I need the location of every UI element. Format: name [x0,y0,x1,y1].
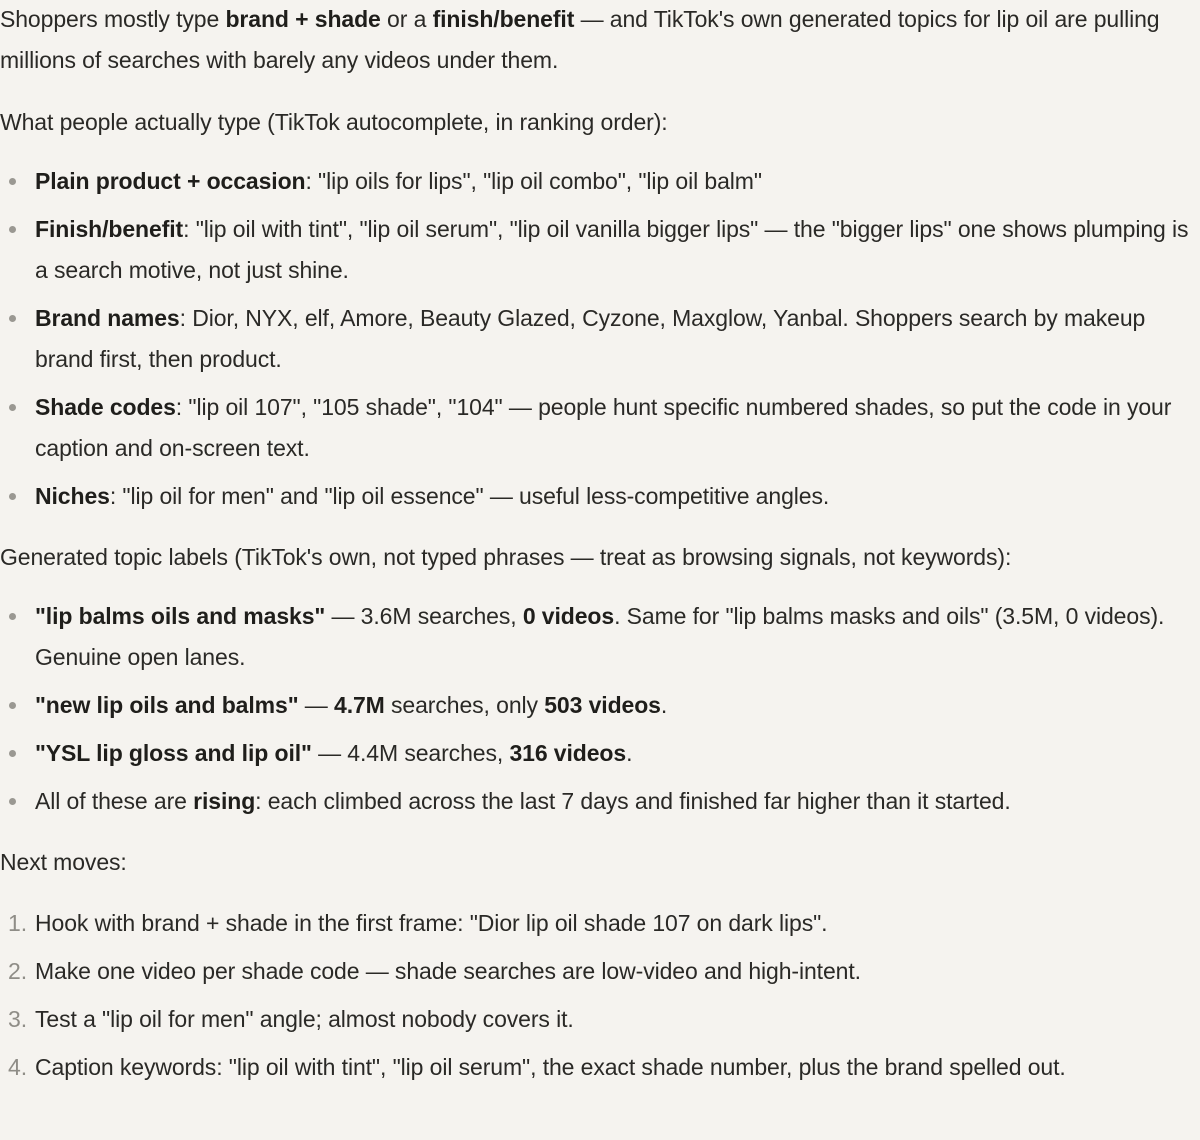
list-item [0,781,1200,822]
topic-text: : each climbed across the last 7 days and finished far higher than it started. [255,788,1011,814]
numbered-item [0,903,1200,944]
topic-text: — 3.6M searches, [325,603,523,629]
intro-bold-brand-shade: brand + shade [225,6,381,32]
item-number: 4. [8,1054,27,1080]
list-item [0,387,1200,469]
typed-heading: What people actually type (TikTok autocomplete, in ranking order): [0,109,668,135]
item-number: 3. [8,1006,27,1032]
next-heading: Next moves: [0,849,127,875]
topic-text: — [298,692,334,718]
topic-text: searches, only [384,692,545,718]
topic-videos: 0 videos [522,603,615,629]
item-text: : "lip oils for lips", "lip oil combo", "lip oil balm" [305,168,762,194]
list-item [0,596,1200,678]
item-number: 2. [8,958,27,984]
item-text: : Dior, NYX, elf, Amore, Beauty Glazed, Cyzone, Maxglow, Yanbal. Shoppers search by makeup brand first, then product. [35,305,1146,372]
topic-rising: rising [193,788,256,814]
topic-name: "YSL lip gloss and lip oil" [35,740,312,766]
intro-paragraph [0,0,1200,81]
intro-bold-finish-benefit: finish/benefit [432,6,575,32]
topics-list [0,596,1200,822]
topics-heading: Generated topic labels (TikTok's own, not typed phrases — treat as browsing signals, not keywords): [0,544,1012,570]
intro-text: — and TikTok's own generated topics for lip oil are pulling millions of searches with barely any videos under them. [0,6,1160,73]
topic-text: . Same for "lip balms masks and oils" (3.5M, 0 videos). Genuine open lanes. [35,603,1165,670]
numbered-item [0,999,1200,1040]
topic-name: "lip balms oils and masks" [35,603,326,629]
list-item [0,733,1200,774]
list-item [0,209,1200,291]
numbered-item [0,1047,1200,1088]
topic-text: All of these are [35,788,194,814]
item-text: : "lip oil 107", "105 shade", "104" — people hunt specific numbered shades, so put the code in your caption and on-screen text. [35,394,1172,461]
item-label: Brand names [35,305,180,331]
list-item [0,476,1200,517]
item-label: Niches [35,483,110,509]
typed-list [0,161,1200,517]
numbered-item [0,951,1200,992]
topic-videos: 316 videos [509,740,627,766]
item-text: Test a "lip oil for men" angle; almost nobody covers it. [35,1006,574,1032]
topic-searches: 4.7M [334,692,385,718]
topic-text: — 4.4M searches, [311,740,510,766]
item-text: : "lip oil with tint", "lip oil serum", "lip oil vanilla bigger lips" — the "bigger lips" one shows plumping is a search motive, not just shine. [35,216,1189,283]
item-label: Finish/benefit [35,216,184,242]
item-label: Shade codes [35,394,176,420]
item-text: Make one video per shade code — shade searches are low-video and high-intent. [35,958,861,984]
topic-name: "new lip oils and balms" [35,692,299,718]
list-item [0,298,1200,380]
intro-text: or a [380,6,433,32]
topic-text: . [660,692,668,718]
item-label: Plain product + occasion [35,168,306,194]
topic-videos: 503 videos [544,692,661,718]
item-number: 1. [8,910,27,936]
list-item [0,685,1200,726]
item-text: Hook with brand + shade in the first frame: "Dior lip oil shade 107 on dark lips". [35,910,828,936]
next-moves-list [0,903,1200,1088]
item-text: : "lip oil for men" and "lip oil essence" — useful less-competitive angles. [109,483,830,509]
item-text: Caption keywords: "lip oil with tint", "lip oil serum", the exact shade number, plus the brand spelled out. [35,1054,1066,1080]
list-item [0,161,1200,202]
topic-text: . [626,740,633,766]
intro-text: Shoppers mostly type [0,6,226,32]
